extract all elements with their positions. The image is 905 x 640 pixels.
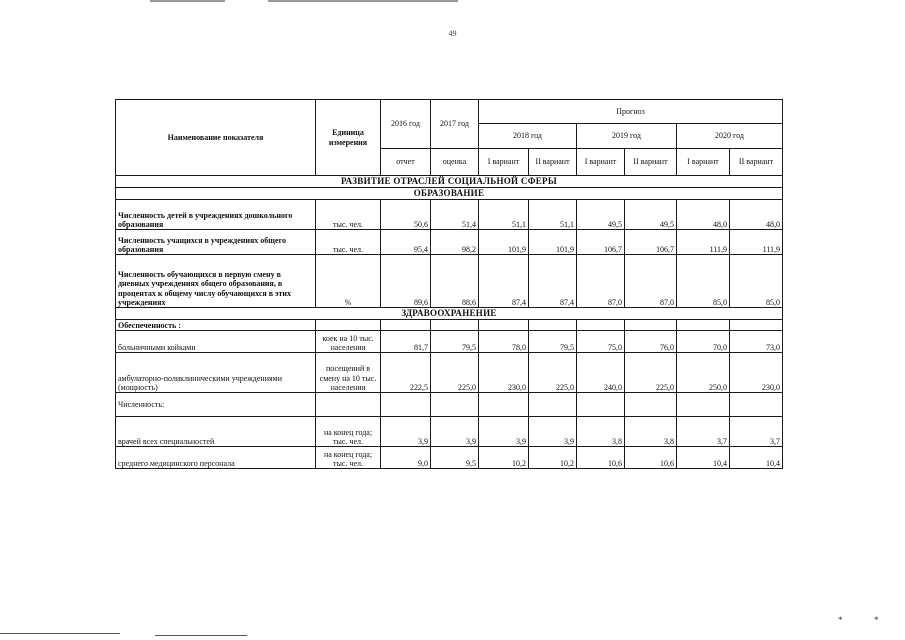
cell-value: 88,6 <box>431 255 479 308</box>
header-indicator-name: Наименование показателя <box>116 100 316 176</box>
cell-value: 10,6 <box>625 447 677 469</box>
cell-value: 250,0 <box>677 353 730 393</box>
cell-value: 106,7 <box>625 230 677 255</box>
table-row <box>116 393 783 417</box>
cell-value: 225,0 <box>529 353 577 393</box>
row-unit: тыс. чел. <box>316 230 381 255</box>
cell-value: 10,6 <box>577 447 625 469</box>
header-forecast: Прогноз <box>479 100 783 124</box>
footer-mark: * <box>838 615 843 625</box>
cell-value: 225,0 <box>431 353 479 393</box>
empty-cell <box>625 320 677 331</box>
empty-cell <box>577 320 625 331</box>
empty-cell <box>431 393 479 417</box>
row-name: среднего медицинского персонала <box>116 447 316 469</box>
table-row <box>116 353 783 393</box>
cell-value: 49,5 <box>577 200 625 230</box>
header-variant: I вариант <box>677 149 730 176</box>
header-year-2018: 2018 год <box>479 124 577 149</box>
section-health: ЗДРАВООХРАНЕНИЕ <box>116 308 783 320</box>
row-name: Численность обучающихся в первую смену в дневных учреждениях общего образования, в процентах к общему числу обучающихся в этих учреждениях <box>116 255 316 308</box>
cell-value: 70,0 <box>677 331 730 353</box>
cell-value: 98,2 <box>431 230 479 255</box>
cell-value: 9,5 <box>431 447 479 469</box>
scan-bottom-line-2 <box>155 635 247 636</box>
empty-cell <box>381 320 431 331</box>
empty-cell <box>730 320 783 331</box>
empty-cell <box>316 320 381 331</box>
cell-value: 48,0 <box>677 200 730 230</box>
indicators-table <box>115 99 783 469</box>
cell-value: 87,4 <box>479 255 529 308</box>
cell-value: 95,4 <box>381 230 431 255</box>
cell-value: 50,6 <box>381 200 431 230</box>
provision-label: Обеспеченность : <box>116 320 316 331</box>
row-unit: тыс. чел. <box>316 200 381 230</box>
cell-value: 10,2 <box>479 447 529 469</box>
cell-value: 3,9 <box>529 417 577 447</box>
header-variant: II вариант <box>730 149 783 176</box>
cell-value: 51,4 <box>431 200 479 230</box>
cell-value: 51,1 <box>529 200 577 230</box>
scan-bottom-line-1 <box>0 633 120 634</box>
cell-value: 3,9 <box>431 417 479 447</box>
cell-value: 89,6 <box>381 255 431 308</box>
cell-value: 10,4 <box>730 447 783 469</box>
header-variant: I вариант <box>577 149 625 176</box>
scan-top-line-1 <box>150 0 225 2</box>
cell-value: 101,9 <box>529 230 577 255</box>
cell-value: 10,2 <box>529 447 577 469</box>
row-unit: на конец года; тыс. чел. <box>316 447 381 469</box>
empty-cell <box>577 393 625 417</box>
table-row <box>116 331 783 353</box>
table-row <box>116 200 783 230</box>
count-label: Численность: <box>116 393 316 417</box>
cell-value: 230,0 <box>479 353 529 393</box>
cell-value: 101,9 <box>479 230 529 255</box>
row-name: врачей всех специальностей <box>116 417 316 447</box>
cell-value: 78,0 <box>479 331 529 353</box>
cell-value: 48,0 <box>730 200 783 230</box>
empty-cell <box>479 393 529 417</box>
cell-value: 85,0 <box>730 255 783 308</box>
empty-cell <box>730 393 783 417</box>
row-unit: посещений в смену на 10 тыс. населения <box>316 353 381 393</box>
cell-value: 87,0 <box>577 255 625 308</box>
cell-value: 76,0 <box>625 331 677 353</box>
empty-cell <box>677 320 730 331</box>
header-estimate: оценка <box>431 149 479 176</box>
empty-cell <box>625 393 677 417</box>
empty-cell <box>529 320 577 331</box>
cell-value: 9,0 <box>381 447 431 469</box>
header-year-2020: 2020 год <box>677 124 783 149</box>
table-row <box>116 320 783 331</box>
header-year-2019: 2019 год <box>577 124 677 149</box>
scan-top-line-2 <box>268 0 458 2</box>
empty-cell <box>479 320 529 331</box>
cell-value: 75,0 <box>577 331 625 353</box>
cell-value: 79,5 <box>529 331 577 353</box>
header-2016: 2016 год <box>381 100 431 149</box>
header-variant: II вариант <box>625 149 677 176</box>
section-social: РАЗВИТИЕ ОТРАСЛЕЙ СОЦИАЛЬНОЙ СФЕРЫ <box>116 176 783 188</box>
cell-value: 10,4 <box>677 447 730 469</box>
row-unit: на конец года; тыс. чел. <box>316 417 381 447</box>
cell-value: 222,5 <box>381 353 431 393</box>
cell-value: 230,0 <box>730 353 783 393</box>
table-row <box>116 255 783 308</box>
section-education: ОБРАЗОВАНИЕ <box>116 188 783 200</box>
header-unit: Единица измерения <box>316 100 381 176</box>
cell-value: 111,9 <box>677 230 730 255</box>
cell-value: 3,9 <box>479 417 529 447</box>
cell-value: 106,7 <box>577 230 625 255</box>
table-row <box>116 230 783 255</box>
cell-value: 3,8 <box>577 417 625 447</box>
empty-cell <box>529 393 577 417</box>
cell-value: 3,8 <box>625 417 677 447</box>
cell-value: 87,4 <box>529 255 577 308</box>
row-unit: % <box>316 255 381 308</box>
empty-cell <box>677 393 730 417</box>
footer-mark: * <box>874 615 879 625</box>
cell-value: 49,5 <box>625 200 677 230</box>
cell-value: 240,0 <box>577 353 625 393</box>
empty-cell <box>431 320 479 331</box>
cell-value: 3,9 <box>381 417 431 447</box>
cell-value: 87,0 <box>625 255 677 308</box>
cell-value: 111,9 <box>730 230 783 255</box>
row-name: амбулаторно-поликлиническими учреждениями (мощность) <box>116 353 316 393</box>
cell-value: 85,0 <box>677 255 730 308</box>
cell-value: 51,1 <box>479 200 529 230</box>
cell-value: 3,7 <box>677 417 730 447</box>
cell-value: 73,0 <box>730 331 783 353</box>
empty-cell <box>381 393 431 417</box>
table-row <box>116 447 783 469</box>
header-2017: 2017 год <box>431 100 479 149</box>
row-name: Численность детей в учреждениях дошкольного образования <box>116 200 316 230</box>
table-row <box>116 417 783 447</box>
cell-value: 81,7 <box>381 331 431 353</box>
row-name: больничными койками <box>116 331 316 353</box>
cell-value: 79,5 <box>431 331 479 353</box>
page-number: 49 <box>448 29 457 38</box>
row-unit: коек на 10 тыс. населения <box>316 331 381 353</box>
empty-cell <box>316 393 381 417</box>
cell-value: 225,0 <box>625 353 677 393</box>
header-report: отчет <box>381 149 431 176</box>
header-variant: II вариант <box>529 149 577 176</box>
cell-value: 3,7 <box>730 417 783 447</box>
row-name: Численность учащихся в учреждениях общего образования <box>116 230 316 255</box>
header-variant: I вариант <box>479 149 529 176</box>
